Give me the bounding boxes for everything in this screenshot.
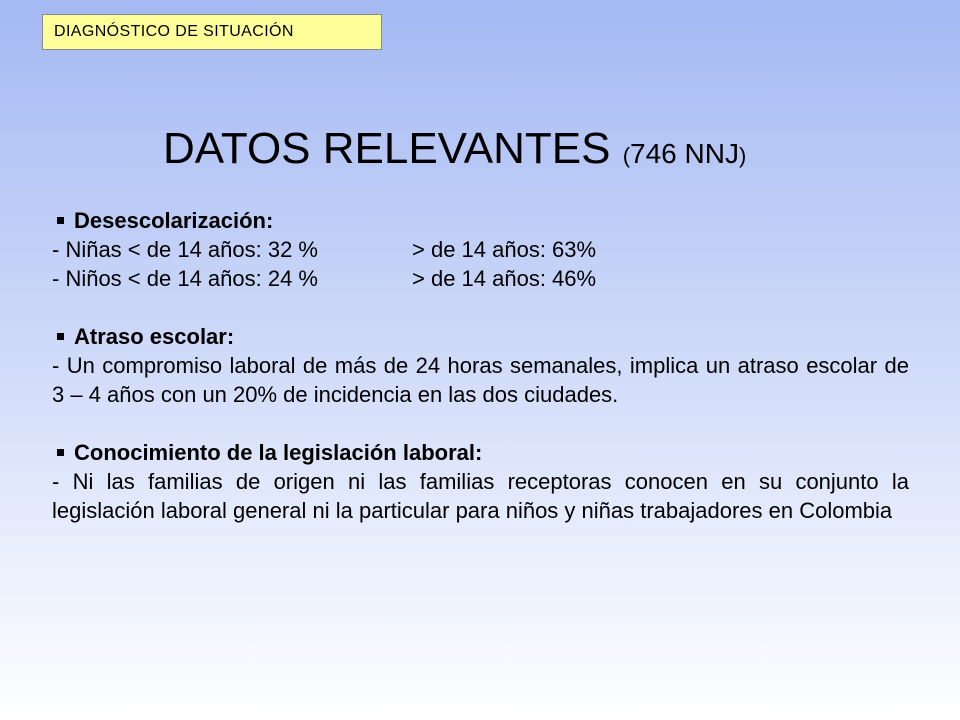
heading-text: Atraso escolar: — [74, 324, 235, 349]
paragraph-atraso: - Un compromiso laboral de más de 24 horas semanales, implica un atraso escolar de 3 – 4 años con un 20% de incidencia en las dos ciudades. — [52, 353, 909, 407]
square-bullet-icon — [57, 449, 64, 456]
section-tag: DIAGNÓSTICO DE SITUACIÓN — [42, 14, 382, 50]
stat-under-14: - Niñas < de 14 años: 32 % — [52, 237, 318, 262]
section-heading-desescolarizacion — [52, 206, 909, 235]
slide-title — [163, 124, 747, 173]
stat-line-ninas — [52, 235, 909, 264]
square-bullet-icon — [57, 217, 64, 224]
title-open-paren: ( — [622, 143, 631, 168]
heading-text: Conocimiento de la legislación laboral: — [74, 440, 483, 465]
heading-text: Desescolarización: — [74, 208, 274, 233]
spacer — [52, 293, 909, 322]
stat-over-14: > de 14 años: 63% — [412, 237, 597, 262]
title-main: DATOS RELEVANTES — [163, 124, 623, 173]
paragraph-conocimiento: - Ni las familias de origen ni las familias receptoras conocen en su conjunto la legislación laboral general ni la particular para niños y niñas trabajadores en Colombia — [52, 469, 909, 523]
section-heading-conocimiento — [52, 438, 909, 467]
spacer — [52, 409, 909, 438]
stat-under-14: - Niños < de 14 años: 24 % — [52, 266, 318, 291]
stat-over-14: > de 14 años: 46% — [412, 266, 597, 291]
stat-line-ninos — [52, 264, 909, 293]
section-heading-atraso — [52, 322, 909, 351]
slide-content — [52, 206, 909, 525]
title-count: 746 NNJ — [630, 138, 739, 169]
square-bullet-icon — [57, 333, 64, 340]
title-close-paren: ) — [738, 143, 747, 168]
